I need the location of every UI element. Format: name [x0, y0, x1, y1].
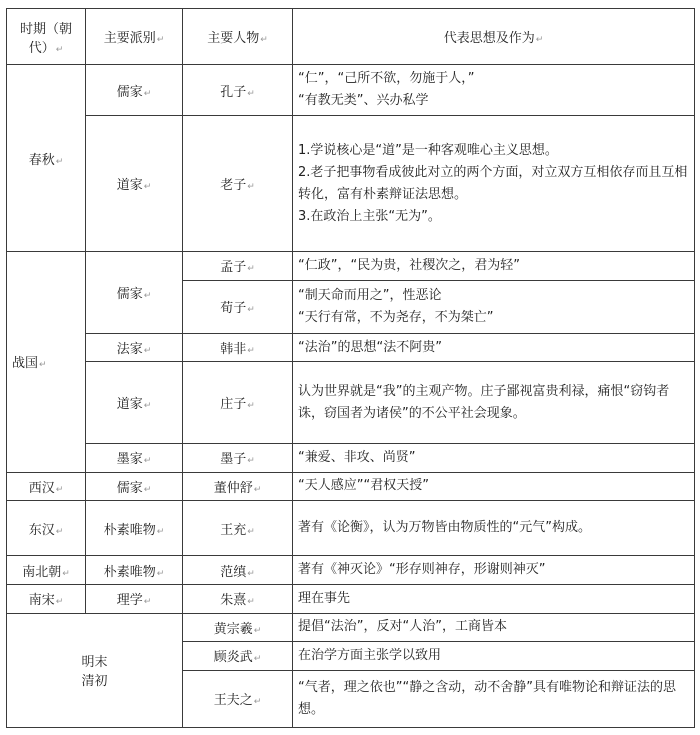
- person-cell: 王充↵: [183, 501, 293, 556]
- period-line: 明末: [81, 655, 108, 671]
- history-thought-table: [6, 8, 695, 728]
- thought-cell: “仁政”，“民为贵，社稷次之，君为轻”: [293, 252, 695, 281]
- thought-cell: [293, 280, 695, 333]
- thought-cell: 在治学方面主张学以致用: [293, 642, 695, 671]
- thought-cell: “兼爱、非攻、尚贤”: [293, 444, 695, 473]
- header-thought: 代表思想及作为↵: [293, 9, 695, 65]
- person-cell: 孟子↵: [183, 252, 293, 281]
- period-cell: 春秋↵: [7, 65, 86, 252]
- thought-line: 2.老子把事物看成彼此对立的两个方面，对立双方互相依存而且互相转化，富有朴素辩证法思想。: [298, 164, 688, 202]
- person-cell: 范缜↵: [183, 556, 293, 585]
- table-row: [7, 65, 695, 116]
- school-cell: 法家↵: [86, 333, 183, 362]
- person-cell: 王夫之↵: [183, 670, 293, 727]
- school-cell: 儒家↵: [86, 472, 183, 501]
- person-cell: 黄宗羲↵: [183, 613, 293, 642]
- header-row: [7, 9, 695, 65]
- table-row: [7, 584, 695, 613]
- person-cell: 韩非↵: [183, 333, 293, 362]
- thought-cell: 理在事先: [293, 584, 695, 613]
- thought-cell: [293, 65, 695, 116]
- table-row: [7, 333, 695, 362]
- person-cell: 庄子↵: [183, 362, 293, 444]
- school-cell: 朴素唯物↵: [86, 556, 183, 585]
- thought-cell: 认为世界就是“我”的主观产物。庄子鄙视富贵利禄，痛恨“窃钩者诛，窃国者为诸侯”的不公平社会现象。: [293, 362, 695, 444]
- header-school: 主要派别↵: [86, 9, 183, 65]
- table-row: [7, 444, 695, 473]
- school-cell: 儒家↵: [86, 65, 183, 116]
- table-row: [7, 472, 695, 501]
- thought-cell: 著有《神灭论》“形存则神存，形谢则神灭”: [293, 556, 695, 585]
- table-row: [7, 501, 695, 556]
- period-cell: 南北朝↵: [7, 556, 86, 585]
- person-cell: 墨子↵: [183, 444, 293, 473]
- thought-line: “天行有常，不为尧存，不为桀亡”: [298, 309, 494, 325]
- thought-cell: “法治”的思想“法不阿贵”: [293, 333, 695, 362]
- period-cell: 南宋↵: [7, 584, 86, 613]
- thought-cell: 著有《论衡》，认为万物皆由物质性的“元气”构成。: [293, 501, 695, 556]
- thought-cell: “气者，理之依也”“静之含动，动不舍静”具有唯物论和辩证法的思想。: [293, 670, 695, 727]
- table-row: [7, 362, 695, 444]
- thought-line: 1.学说核心是“道”是一种客观唯心主义思想。: [298, 142, 558, 158]
- person-cell: 荀子↵: [183, 280, 293, 333]
- table-row: [7, 613, 695, 642]
- thought-cell: “天人感应”“君权天授”: [293, 472, 695, 501]
- person-cell: 董仲舒↵: [183, 472, 293, 501]
- table-row: [7, 116, 695, 252]
- person-cell: 老子↵: [183, 116, 293, 252]
- thought-cell: [293, 116, 695, 252]
- school-cell: 朴素唯物↵: [86, 501, 183, 556]
- person-cell: 孔子↵: [183, 65, 293, 116]
- thought-cell: 提倡“法治”，反对“人治”，工商皆本: [293, 613, 695, 642]
- period-cell: 东汉↵: [7, 501, 86, 556]
- person-cell: 顾炎武↵: [183, 642, 293, 671]
- header-person: 主要人物↵: [183, 9, 293, 65]
- thought-line: “有教无类”、兴办私学: [298, 93, 429, 109]
- school-cell: 道家↵: [86, 362, 183, 444]
- person-cell: 朱熹↵: [183, 584, 293, 613]
- school-cell: 儒家↵: [86, 252, 183, 334]
- school-cell: 墨家↵: [86, 444, 183, 473]
- period-line: 清初: [81, 674, 108, 690]
- school-cell: 理学↵: [86, 584, 183, 613]
- period-cell: [7, 613, 183, 727]
- thought-line: 3.在政治上主张“无为”。: [298, 208, 441, 224]
- period-cell: 战国↵: [7, 252, 86, 473]
- table-row: [7, 556, 695, 585]
- header-period: 时期（朝代）↵: [7, 9, 86, 65]
- school-cell: 道家↵: [86, 116, 183, 252]
- table-row: [7, 252, 695, 281]
- thought-line: “仁”，“己所不欲，勿施于人，”: [298, 71, 475, 87]
- thought-line: “制天命而用之”，性恶论: [298, 287, 442, 303]
- period-cell: 西汉↵: [7, 472, 86, 501]
